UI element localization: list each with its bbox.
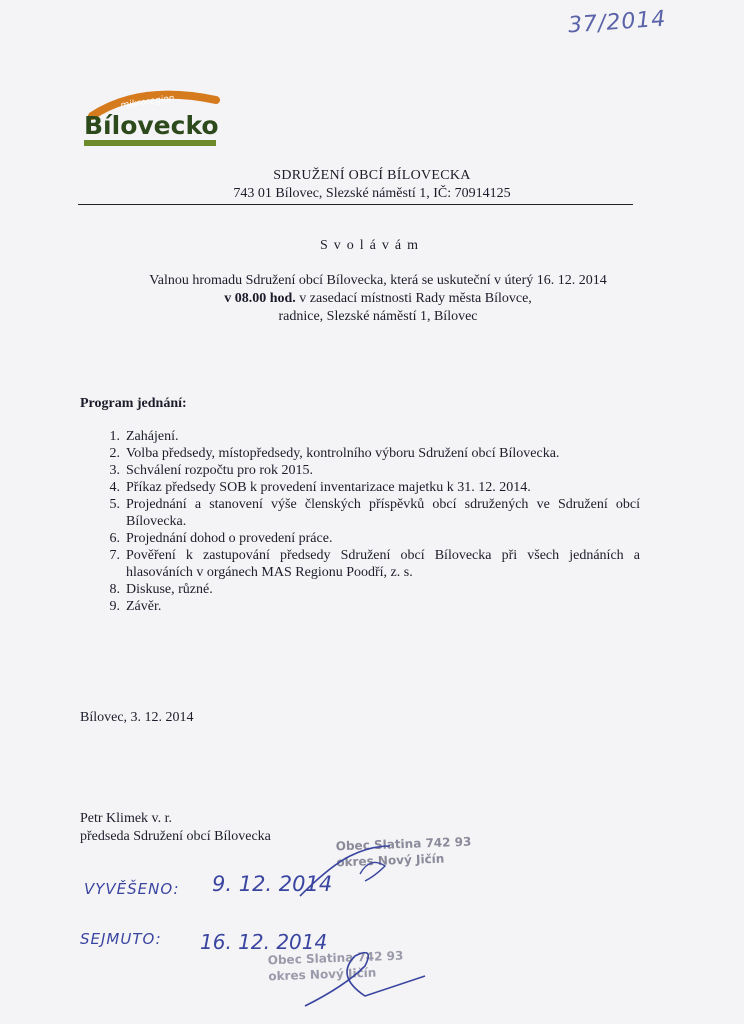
list-item [80,496,640,530]
convene-heading: Svolávám [320,238,424,253]
stamp-line-2: okres Nový Jičín [268,965,377,984]
handwritten-reference-number: 37/2014 [567,6,668,39]
posted-date: 9. 12. 2014 [212,872,333,896]
place-and-date: Bílovec, 3. 12. 2014 [80,710,194,725]
item-number: 3. [109,463,120,478]
stamp-line-1: Obec Slatina 742 93 [267,948,404,968]
item-text: Projednání dohod o provedení práce. [126,531,333,546]
invitation-line-2 [80,290,676,308]
bilovecko-logo [80,82,220,150]
posted-label: VYVĚŠENO: [84,880,180,898]
handwritten-signatures [290,836,480,1016]
item-number: 8. [109,582,120,597]
item-text: Projednání a stanovení výše členských příspěvků obcí sdružených ve Sdružení obcí Bílovecka. [126,497,640,529]
item-text: Příkaz předsedy SOB k provedení inventarizace majetku k 31. 12. 2014. [126,480,531,495]
item-text: Schválení rozpočtu pro rok 2015. [126,463,314,478]
item-number: 6. [109,531,120,546]
invitation-line-1: Valnou hromadu Sdružení obcí Bílovecka, která se uskuteční v úterý 16. 12. 2014 [149,273,607,288]
header-divider [78,204,633,205]
logo-big-text: Bílovecko [84,111,219,140]
invitation-time: v 08.00 hod. [224,291,296,306]
list-item [80,428,640,445]
item-text: Zahájení. [126,429,179,444]
item-text: Volba předsedy, místopředsedy, kontrolního výboru Sdružení obcí Bílovecka. [126,446,560,461]
organization-header [0,168,744,202]
organization-name: SDRUŽENÍ OBCÍ BÍLOVECKA [273,168,471,183]
signer-name: Petr Klimek v. r. [80,811,173,826]
item-text: Pověření k zastupování předsedy Sdružení obcí Bílovecka při všech jednáních a hlasováních v orgánech MAS Regionu Poodří, z. s. [126,548,640,580]
removed-label: SEJMUTO: [80,930,162,948]
logo-small-text: mikroregion [119,93,176,112]
item-text: Závěr. [126,599,162,614]
invitation-text [80,272,676,326]
list-item [80,547,640,581]
invitation-line-3: radnice, Slezské náměstí 1, Bílovec [278,309,478,324]
item-number: 4. [109,480,120,495]
item-number: 2. [109,446,120,461]
item-number: 1. [109,429,120,444]
list-item [80,581,640,598]
removed-date: 16. 12. 2014 [200,930,328,954]
list-item [80,462,640,479]
list-item [80,479,640,496]
invitation-place: v zasedací místnosti Rady města Bílovce, [295,291,532,306]
organization-address: 743 01 Bílovec, Slezské náměstí 1, IČ: 70914125 [233,186,511,201]
stamp-line-2: okres Nový Jičín [336,851,445,870]
list-item [80,530,640,547]
list-item [80,445,640,462]
list-item [80,598,640,615]
item-text: Diskuse, různé. [126,582,213,597]
stamp-line-1: Obec Slatina 742 93 [335,834,472,854]
item-number: 9. [109,599,120,614]
item-number: 7. [109,548,120,563]
program-title: Program jednání: [80,396,187,411]
agenda-list [80,428,640,615]
item-number: 5. [109,497,120,512]
signature-block [80,810,271,846]
signer-role: předseda Sdružení obcí Bílovecka [80,829,271,844]
